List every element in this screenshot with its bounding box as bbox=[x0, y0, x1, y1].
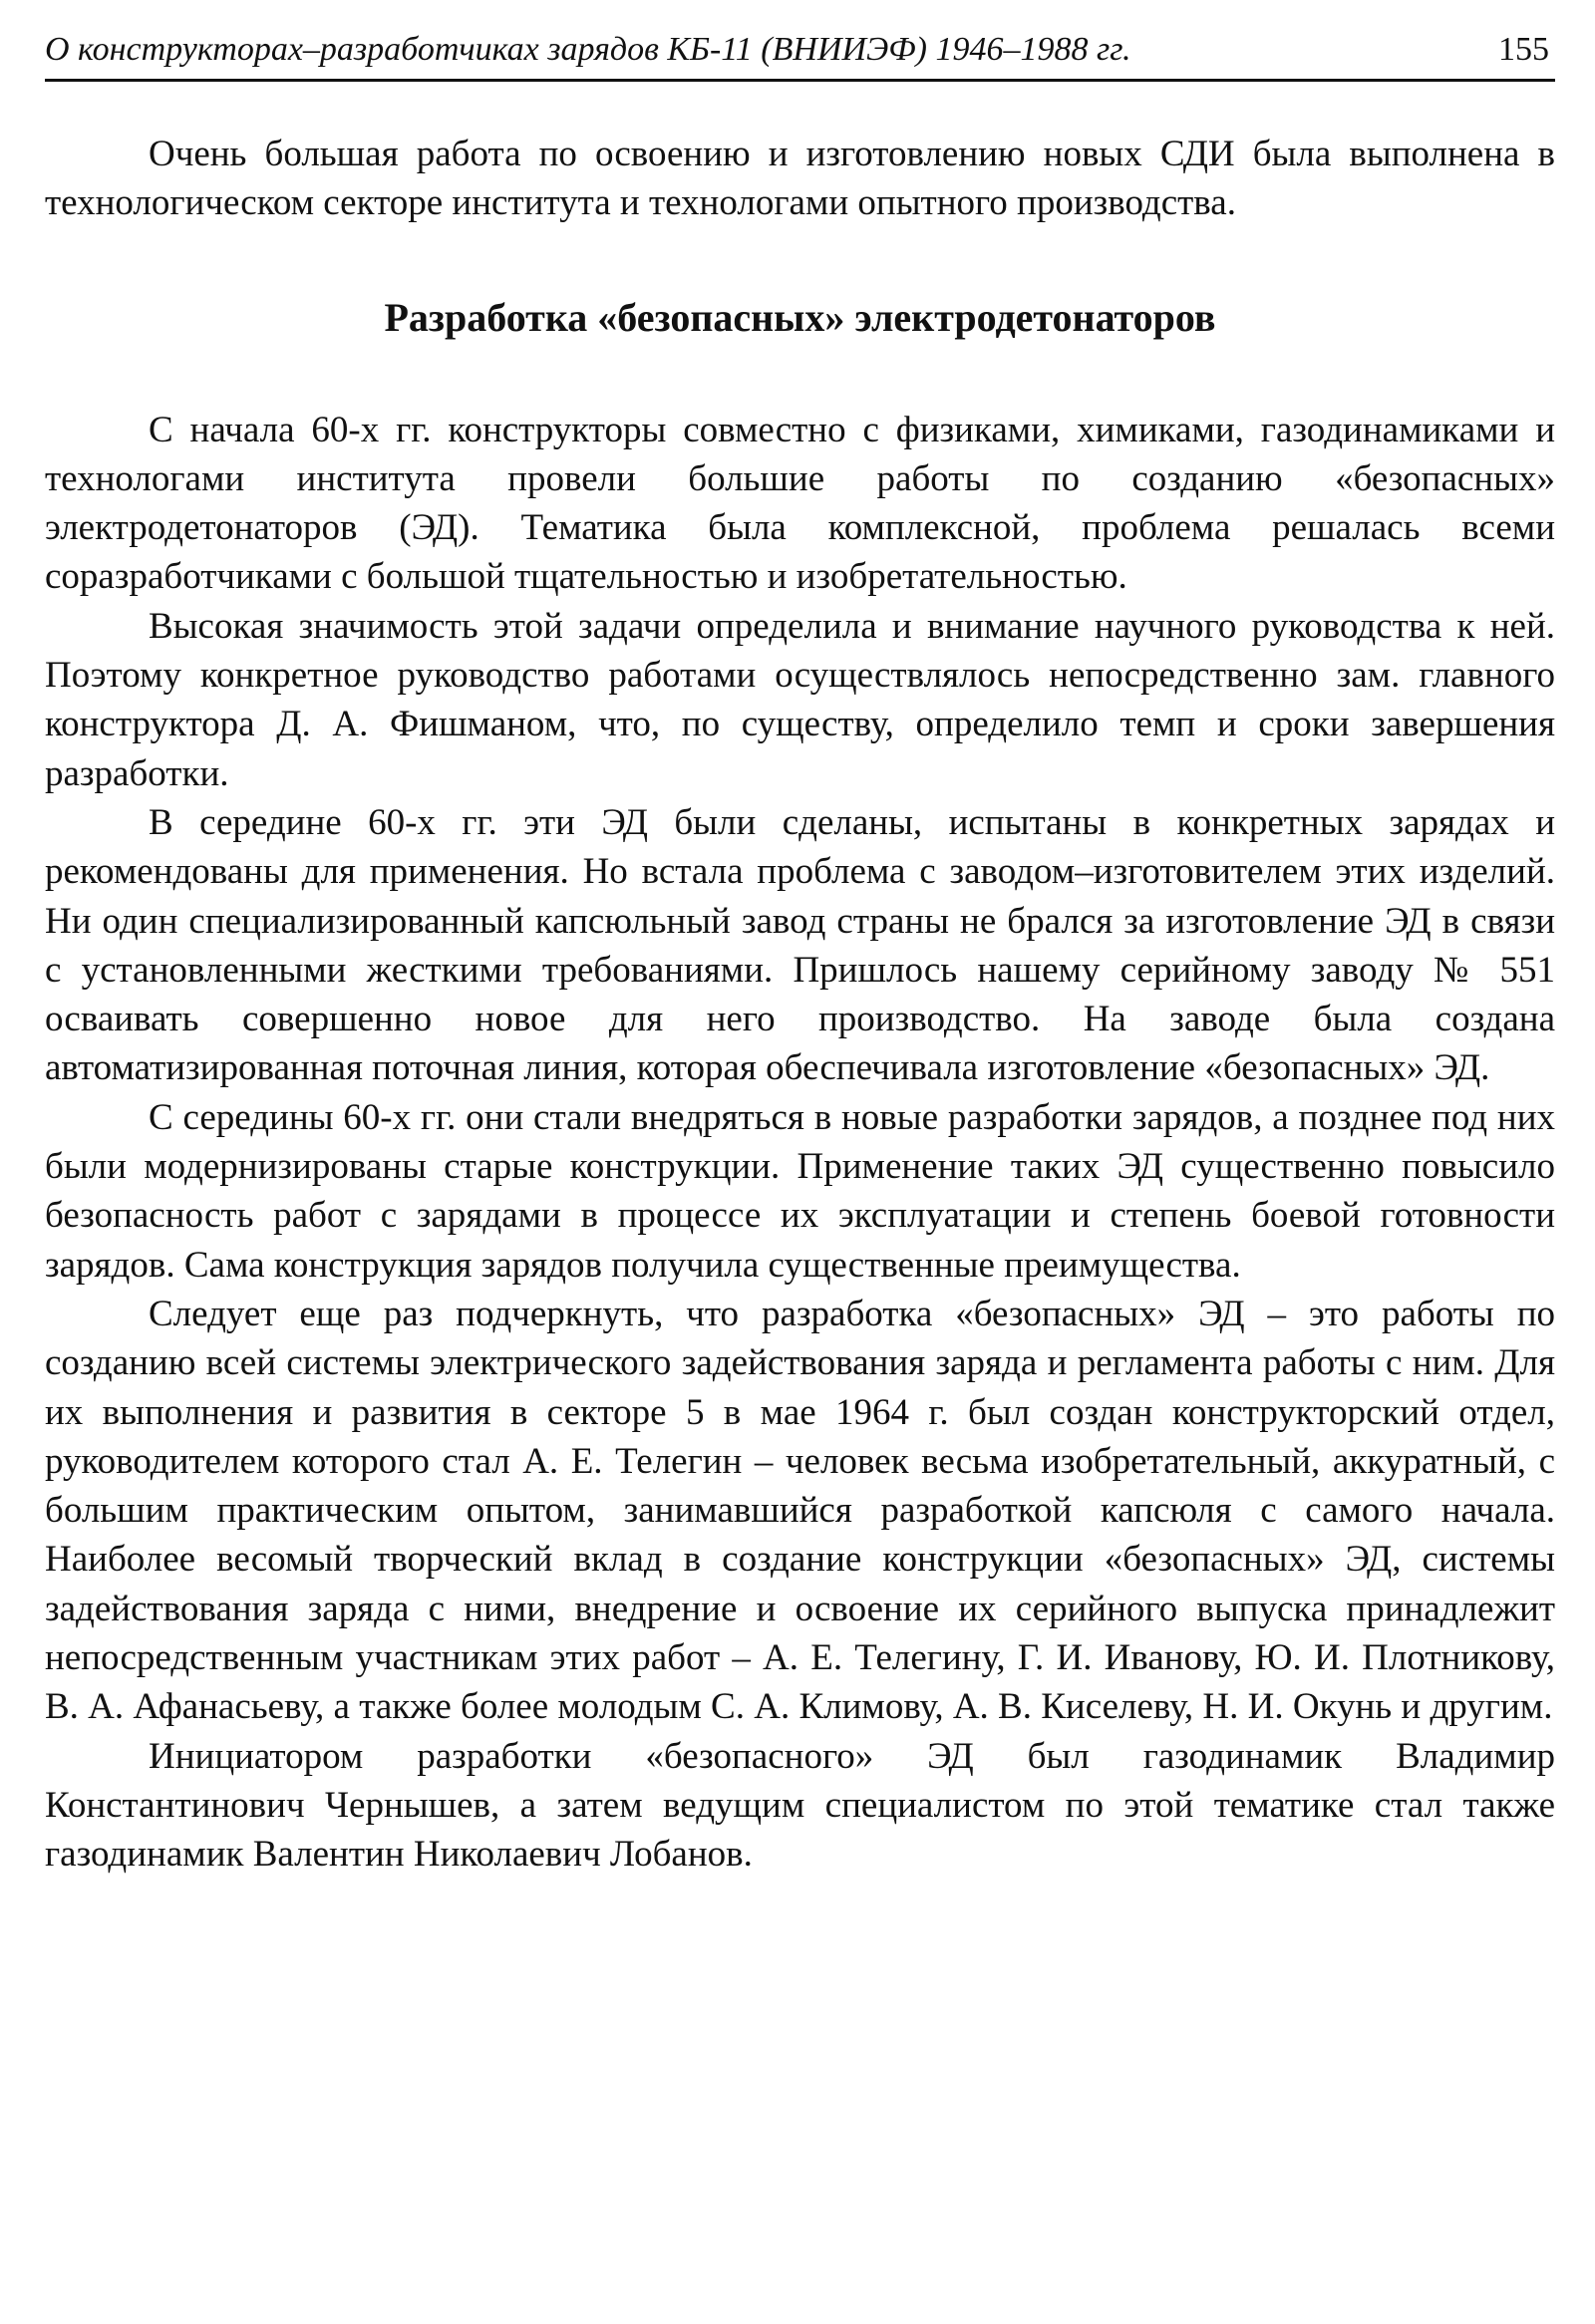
paragraph-1: С начала 60-х гг. конструкторы совместно с физиками, химиками, газодинамиками и технологами института провели большие работы по созданию «безопасных» электродетонаторов (ЭД). Тематика была комплексной, проблема решалась всеми соразработчиками с большой тщательностью и изобретательностью. bbox=[45, 409, 1555, 598]
paragraph-5: Следует еще раз подчеркнуть, что разработка «безопасных» ЭД – это работы по созданию всей системы электрического задействования заряда и регламента работы с ним. Для их выполнения и развития в секторе 5 в мае 1964 г. был создан конструкторский отдел, руководителем которого стал А. Е. Телегин – человек весьма изобретательный, аккуратный, с большим практическим опытом, занимавшийся разработкой капсюля с самого начала. Наиболее весомый творческий вклад в создание конструкции «безопасных» ЭД, системы задействования заряда с ними, внедрение и освоение их серийного выпуска принадлежит непосредственным участникам этих работ – А. Е. Телегину, Г. И. Иванову, Ю. И. Плотникову, В. А. Афанасьеву, а также более молодым С. А. Климову, А. В. Киселеву, Н. И. Окунь и другим. bbox=[45, 1293, 1555, 1728]
book-page bbox=[45, 0, 1555, 2324]
running-title: О конструкторах–разработчиках зарядов КБ-11 (ВНИИЭФ) 1946–1988 гг. bbox=[45, 31, 1131, 68]
running-head bbox=[45, 22, 1555, 70]
text-body bbox=[45, 130, 1555, 1880]
paragraph-4: С середины 60-х гг. они стали внедряться в новые разработки зарядов, а позднее под них были модернизированы старые конструкции. Применение таких ЭД существенно повысило безопасность работ с зарядами в процессе их эксплуатации и степень боевой готовности зарядов. Сама конструкция зарядов получила существенные преимущества. bbox=[45, 1096, 1555, 1286]
intro-paragraph: Очень большая работа по освоению и изготовлению новых СДИ была выполнена в технологическом секторе института и технологами опытного производства. bbox=[45, 134, 1555, 224]
paragraph-3: В середине 60-х гг. эти ЭД были сделаны, испытаны в конкретных зарядах и рекомендованы для применения. Но встала проблема с заводом–изготовителем этих изделий. Ни один специализированный капсюльный завод страны не брался за изготовление ЭД в связи с установленными жесткими требованиями. Пришлось нашему серийному заводу № 551 осваивать совершенно новое для него производство. На заводе была создана автоматизированная поточная линия, которая обеспечивала изготовление «безопасных» ЭД. bbox=[45, 801, 1555, 1089]
page-number: 155 bbox=[1498, 31, 1549, 68]
paragraph-6: Инициатором разработки «безопасного» ЭД был газодинамик Владимир Константинович Чернышев, а затем ведущим специалистом по этой тематике стал также газодинамик Валентин Николаевич Лобанов. bbox=[45, 1735, 1555, 1876]
section-heading: Разработка «безопасных» электродетонаторов bbox=[384, 294, 1216, 340]
header-rule bbox=[45, 79, 1555, 82]
paragraph-2: Высокая значимость этой задачи определила и внимание научного руководства к ней. Поэтому конкретное руководство работами осуществлялось непосредственно зам. главного конструктора Д. А. Фишманом, что, по существу, определило темп и сроки завершения разработки. bbox=[45, 605, 1555, 794]
